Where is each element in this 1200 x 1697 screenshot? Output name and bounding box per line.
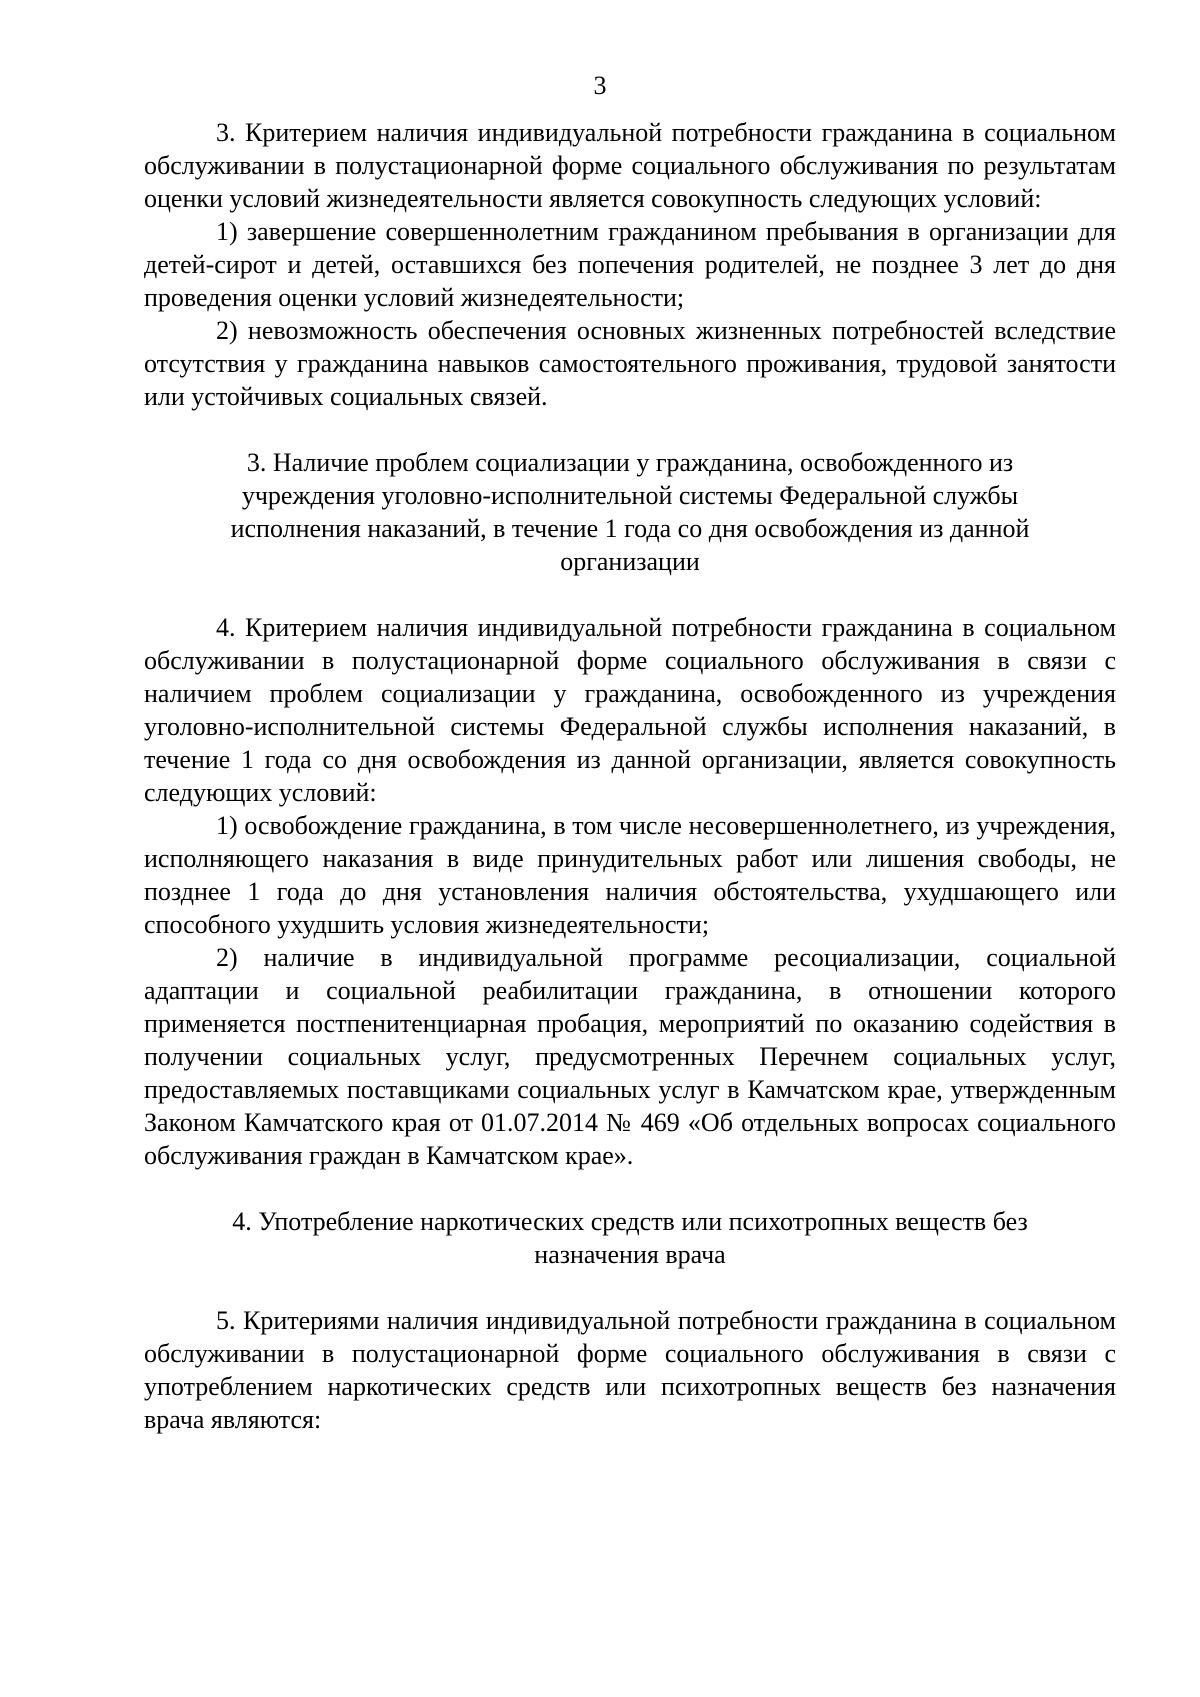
page-number: 3 — [593, 71, 607, 100]
section-heading-4: 4. Употребление наркотических средств или психотропных веществ без назначения врача — [232, 1207, 1028, 1269]
criterion-4-item-2: 2) наличие в индивидуальной программе ресоциализации, социальной адаптации и социальной реабилитации гражданина, в отношении которого применяется постпенитенциарная пробация, мероприятий по оказанию содействия в получении социальных услуг, предусмотренных Перечнем социальных услуг, предоставляемых поставщиками социальных услуг в Камчатском крае, утвержденным Законом Камчатского края от 01.07.2014 № 469 «Об отдельных вопросах социального обслуживания граждан в Камчатском крае». — [144, 943, 1116, 1170]
criterion-3-item-1: 1) завершение совершеннолетним гражданином пребывания в организации для детей-сирот и детей, оставшихся без попечения родителей, не позднее 3 лет до дня проведения оценки условий жизнедеятельности; — [144, 217, 1116, 312]
spacer — [144, 1172, 1116, 1205]
spacer — [144, 578, 1116, 611]
spacer — [144, 1271, 1116, 1304]
criterion-3-paragraph: 3. Критерием наличия индивидуальной потребности гражданина в социальном обслуживании в полустационарной форме социального обслуживания по результатам оценки условий жизнедеятельности является совокупность следующих условий: — [144, 118, 1116, 213]
document-body — [144, 116, 1116, 1436]
section-heading-3: 3. Наличие проблем социализации у гражданина, освобожденного из учреждения уголовно-исполнительной системы Федеральной службы исполнения наказаний, в течение 1 года со дня освобождения из данной организации — [230, 448, 1030, 576]
spacer — [144, 413, 1116, 446]
criterion-4-item-1: 1) освобождение гражданина, в том числе несовершеннолетнего, из учреждения, исполняющего наказания в виде принудительных работ или лишения свободы, не позднее 1 года до дня установления наличия обстоятельства, ухудшающего или способного ухудшить условия жизнедеятельности; — [144, 811, 1116, 939]
criterion-4-paragraph: 4. Критерием наличия индивидуальной потребности гражданина в социальном обслуживании в полустационарной форме социального обслуживания в связи с наличием проблем социализации у гражданина, освобожденного из учреждения уголовно-исполнительной системы Федеральной службы исполнения наказаний, в течение 1 года со дня освобождения из данной организации, является совокупность следующих условий: — [144, 613, 1116, 807]
criterion-3-item-2: 2) невозможность обеспечения основных жизненных потребностей вследствие отсутствия у гражданина навыков самостоятельного проживания, трудовой занятости или устойчивых социальных связей. — [144, 316, 1116, 411]
criterion-5-paragraph: 5. Критериями наличия индивидуальной потребности гражданина в социальном обслуживании в полустационарной форме социального обслуживания в связи с употреблением наркотических средств или психотропных веществ без назначения врача являются: — [144, 1306, 1116, 1434]
